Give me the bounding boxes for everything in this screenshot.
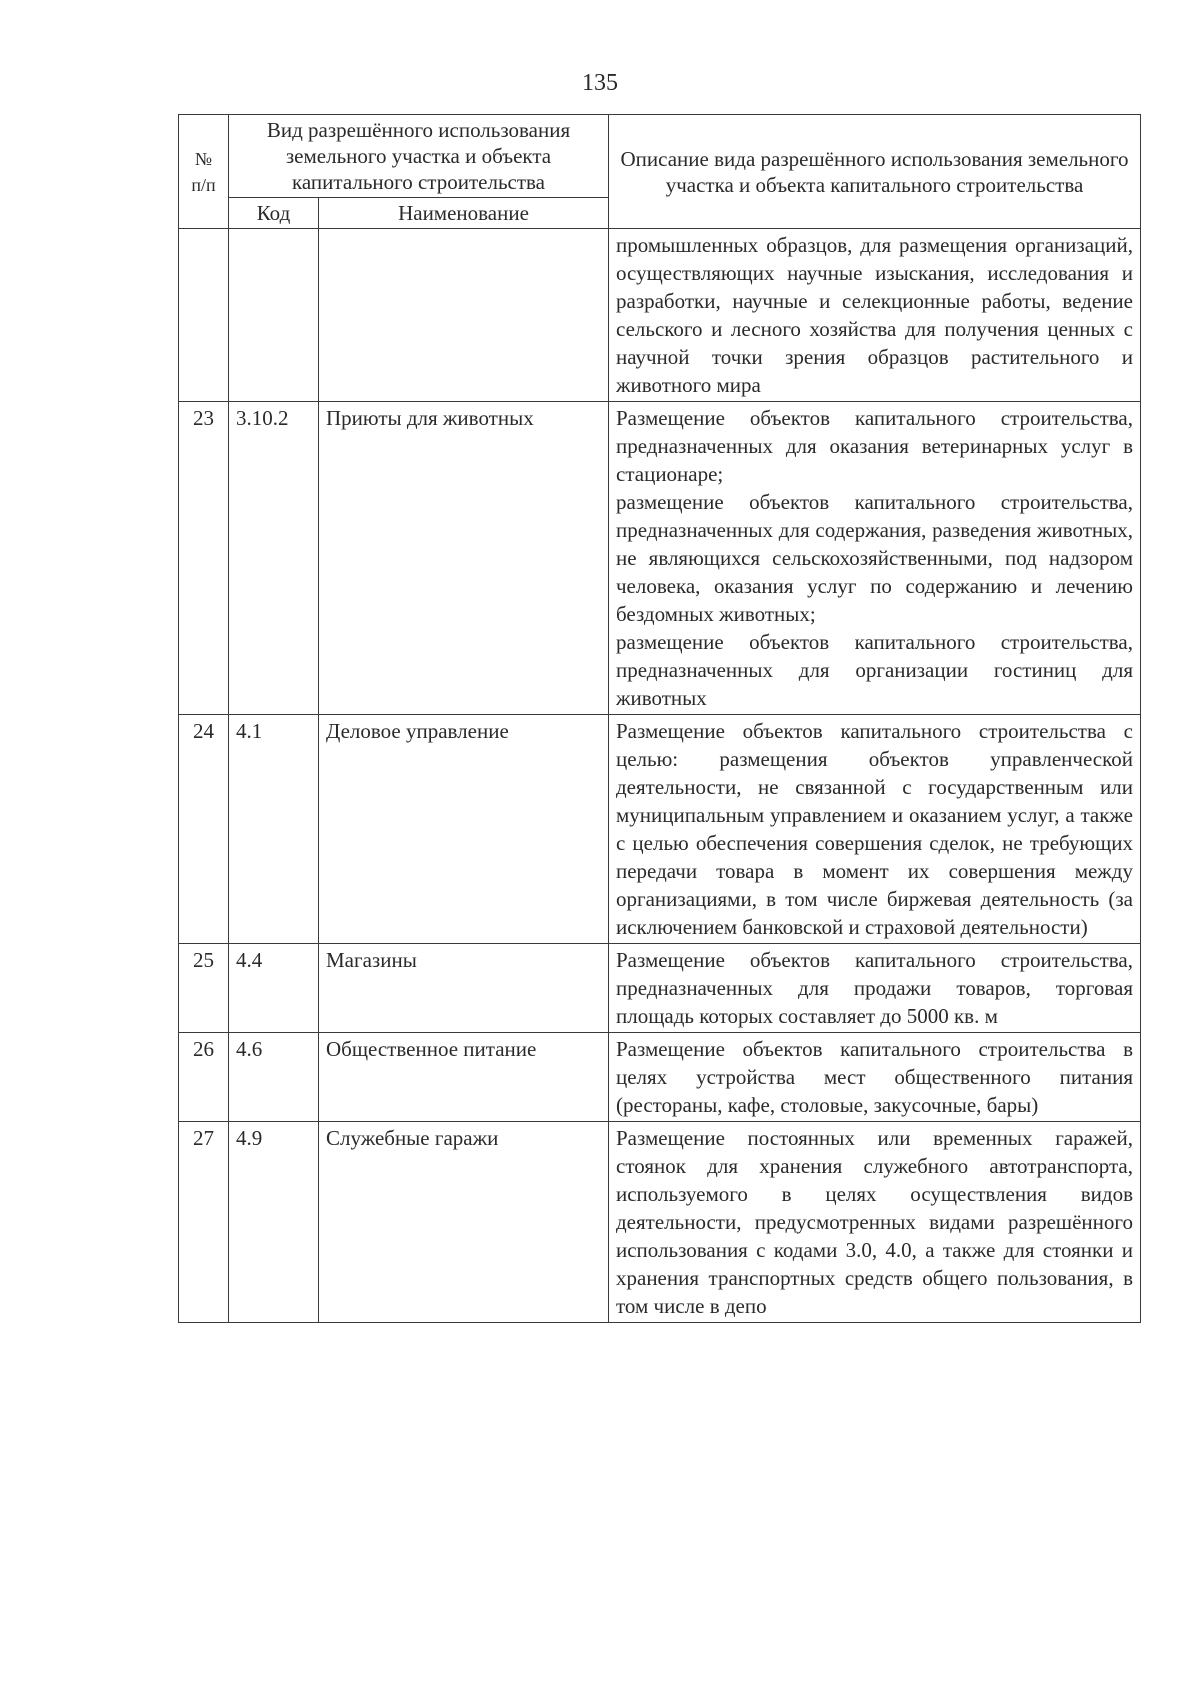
header-description: Описание вида разрешённого использования земельного участка и объекта капитального строительства <box>609 115 1141 229</box>
row-number-cell: 26 <box>179 1033 229 1122</box>
row-code-cell: 4.4 <box>229 944 319 1033</box>
page-number: 135 <box>582 70 618 96</box>
row-number-cell: 25 <box>179 944 229 1033</box>
row-code-cell <box>229 229 319 402</box>
row-number-cell: 23 <box>179 402 229 715</box>
row-description-cell <box>609 402 1141 715</box>
table-row <box>179 229 1141 402</box>
row-description-cell <box>609 944 1141 1033</box>
description-paragraph: Размещение объектов капитального строительства в целях устройства мест общественного питания (рестораны, кафе, столовые, закусочные, бары) <box>616 1037 1133 1117</box>
table-row <box>179 944 1141 1033</box>
description-paragraph: размещение объектов капитального строительства, предназначенных для содержания, разведения животных, не являющихся сельскохозяйственными, под надзором человека, оказания услуг по содержанию и лечению бездомных животных; <box>616 490 1133 626</box>
row-name-cell: Магазины <box>319 944 609 1033</box>
row-number-cell: 24 <box>179 715 229 944</box>
header-kind-group: Вид разрешённого использования земельного участка и объекта капитального строительства <box>229 115 609 198</box>
description-paragraph: Размещение объектов капитального строительства, предназначенных для оказания ветеринарных услуг в стационаре; <box>616 406 1133 486</box>
land-use-table <box>178 114 1141 1323</box>
row-name-cell: Общественное питание <box>319 1033 609 1122</box>
row-code-cell: 4.6 <box>229 1033 319 1122</box>
row-number-cell: 27 <box>179 1122 229 1323</box>
row-description-cell <box>609 1033 1141 1122</box>
row-number-cell <box>179 229 229 402</box>
description-paragraph: Размещение объектов капитального строительства, предназначенных для продажи товаров, торговая площадь которых составляет до 5000 кв. м <box>616 948 1133 1028</box>
description-paragraph: промышленных образцов, для размещения организаций, осуществляющих научные изыскания, исследования и разработки, научные и селекционные работы, ведение сельского и лесного хозяйства для получения ценных с научной точки зрения образцов растительного и животного мира <box>616 233 1133 397</box>
row-code-cell: 4.9 <box>229 1122 319 1323</box>
table-body <box>179 229 1141 1323</box>
table-row <box>179 715 1141 944</box>
description-paragraph: Размещение объектов капитального строительства с целью: размещения объектов управленческой деятельности, не связанной с государственным или муниципальным управлением и оказанием услуг, а также с целью обеспечения совершения сделок, не требующих передачи товара в момент их совершения между организациями, в том числе биржевая деятельность (за исключением банковской и страховой деятельности) <box>616 719 1133 939</box>
description-paragraph: размещение объектов капитального строительства, предназначенных для организации гостиниц для животных <box>616 630 1133 710</box>
row-description-cell <box>609 1122 1141 1323</box>
row-name-cell: Деловое управление <box>319 715 609 944</box>
row-name-cell: Приюты для животных <box>319 402 609 715</box>
row-code-cell: 4.1 <box>229 715 319 944</box>
table-row <box>179 402 1141 715</box>
row-code-cell: 3.10.2 <box>229 402 319 715</box>
row-description-cell <box>609 715 1141 944</box>
header-row <box>179 115 1141 198</box>
header-code: Код <box>229 198 319 229</box>
table-row <box>179 1122 1141 1323</box>
description-paragraph: Размещение постоянных или временных гаражей, стоянок для хранения служебного автотранспорта, используемого в целях осуществления видов деятельности, предусмотренных видами разрешённого использования с кодами 3.0, 4.0, а также для стоянки и хранения транспортных средств общего пользования, в том числе в депо <box>616 1126 1133 1318</box>
header-name: Наименование <box>319 198 609 229</box>
row-description-cell <box>609 229 1141 402</box>
header-number: № п/п <box>179 115 229 229</box>
row-name-cell: Служебные гаражи <box>319 1122 609 1323</box>
row-name-cell <box>319 229 609 402</box>
table-row <box>179 1033 1141 1122</box>
